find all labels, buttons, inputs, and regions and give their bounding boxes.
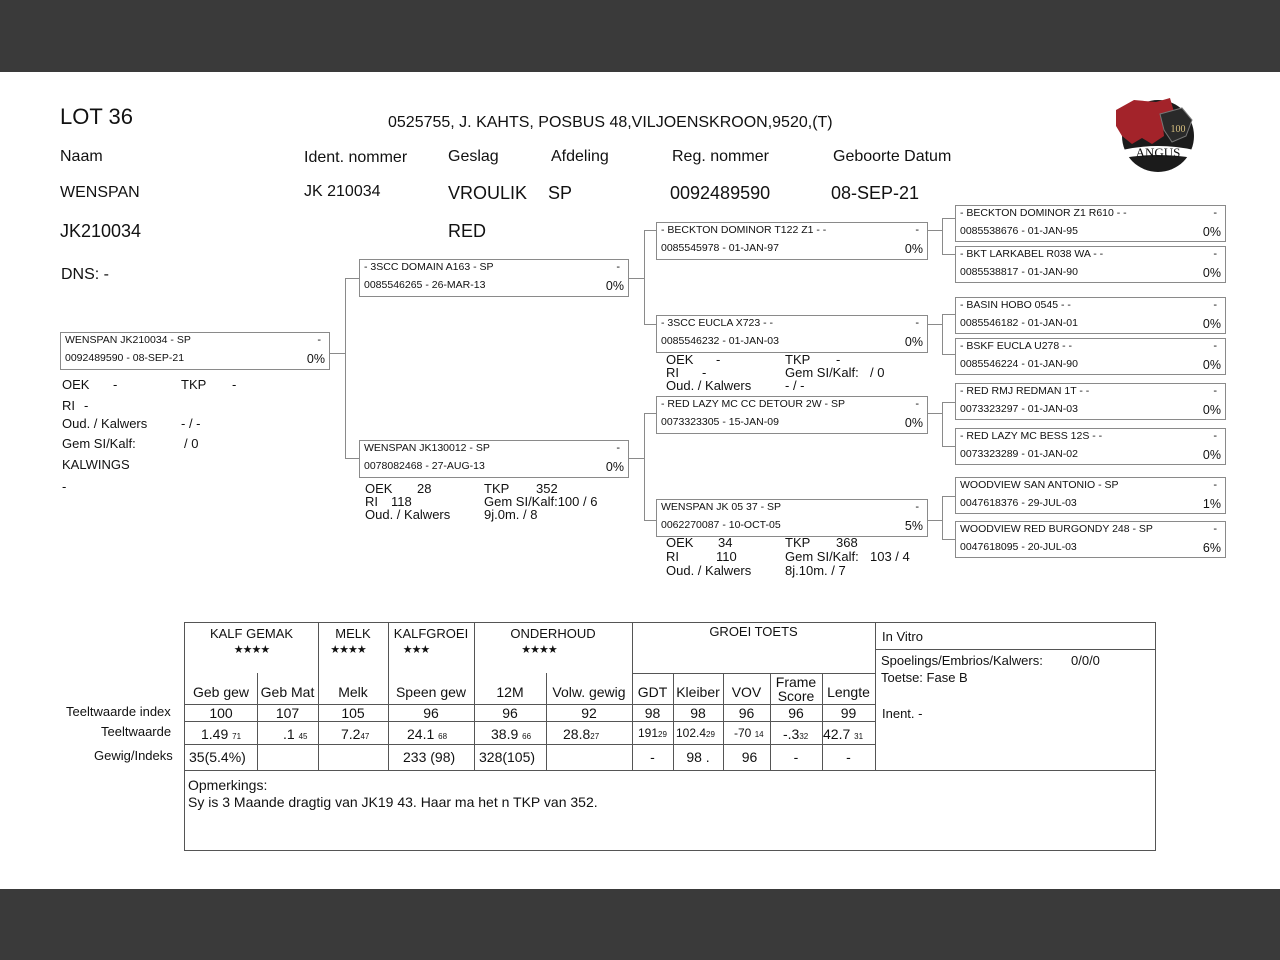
label-geboorte: Geboorte Datum [833, 148, 952, 165]
great-grandparent-box: - BSKF EUCLA U278 - - - 0085546224 - 01-JAN-90 0% [955, 338, 1226, 375]
label-ident: Ident. nommer [304, 149, 408, 166]
group-kalfgroei: KALFGROEI [393, 626, 469, 641]
spoelings-value: 0/0/0 [1071, 653, 1100, 668]
in-vitro-label: In Vitro [882, 629, 923, 644]
row-label-teeltwaarde: Teeltwaarde [101, 724, 172, 739]
label-naam: Naam [60, 148, 103, 165]
remarks-text: Sy is 3 Maande dragtig van JK19 43. Haar ma het n TKP van 352. [188, 794, 598, 810]
value-geslag: VROULIK [448, 183, 528, 203]
value-ident: JK 210034 [304, 183, 381, 200]
sire-box: - 3SCC DOMAIN A163 - SP - 0085546265 - 26-MAR-13 0% [359, 259, 629, 297]
value-reg: 0092489590 [670, 183, 771, 203]
label-afdeling: Afdeling [551, 148, 609, 165]
group-melk: MELK [335, 626, 371, 641]
angus-logo [1112, 96, 1196, 172]
group-onderhoud: ONDERHOUD [510, 626, 596, 641]
logo-badge: 100 [1170, 124, 1186, 135]
great-grandparent-box: - RED LAZY MC BESS 12S - - - 0073323289 - 01-JAN-02 0% [955, 428, 1226, 465]
stars-kalf: ★★★★ [233, 644, 270, 656]
breeder-address: 0525755, J. KAHTS, POSBUS 48,VILJOENSKROON,9520,(T) [388, 114, 833, 131]
great-grandparent-box: - RED RMJ REDMAN 1T - - - 0073323297 - 01-JAN-03 0% [955, 383, 1226, 420]
pedigree-page: LOT 36 0525755, J. KAHTS, POSBUS 48,VILJOENSKROON,9520,(T) Naam Ident. nommer Geslag Afdeling Reg. nommer Geboorte Datum WENSPAN JK 210034 VROULIK SP 0092489590 08-SEP-21 JK210034 RED DNS: - ANGUS 100 WENSPAN JK210034 - SP - 0092489590 - 08-SEP-21 0% OEK - TKP - RI - Oud. / Kalwers - / - Gem SI/Kalf: / 0 KALWINGS - - 3SCC DOMAIN A163 - SP - 0085546265 - 26-MAR-13 0% WENSPAN JK130012 - SP - 0078082468 - 27-AUG-13 0% OEK 28 TKP 352 RI 118 Gem SI/Kalf:100 / 6 Oud. / Kalwers 9j.0m. / 8 - BECKTON DOMINOR T122 Z1 - - - 0085545978 - 01-JAN-97 0% - 3SCC EUCLA X723 - - - 0085546232 - 01-JAN-03 0% OEK - TKP - RI - Gem SI/Kalf: / 0 Oud. / Kalwers - / - - RED LAZY MC CC DETOUR 2W - SP - 0073323305 - 15-JAN-09 0% WENSPAN JK 05 37 - SP - 0062270087 - 10-OCT-05 5% OEK 34 TKP 368 RI 110 Gem SI/Kalf: 103 / 4 Oud. / Kalwers 8j.10m. / 7 - BECKTON DOMINOR Z1 R610 - - - 0085538676 - 01-JAN-95 0% - BKT LARKABEL R038 WA - - - 0085538817 - 01-JAN-90 0% - BASIN HOBO 0545 - - - 0085546182 - 01-JAN-01 0% - BSKF EUCLA U278 - - - 0085546224 - 01-JAN-90 0% - RED RMJ REDMAN 1T - - - 0073323297 - 01-JAN-03 0% - RED LAZY MC BESS 12S - - - 0073323289 - 01-JAN-02 0% WOODVIEW SAN ANTONIO - SP - 0047618376 - 29-JUL-03 1% WOODVIEW RED BURGONDY 248 - SP - 0047618095 - 20-JUL-03 6% Teeltwaarde index Teeltwaarde Gewig/Indeks KALF GEMAK ★★★★ MELK ★★★★ KALFGROEI ★★★ ONDERHOUD ★★★★ GROEI TOETS Geb gew Geb Mat Melk Speen gew 12M Volw. gewig GDT Kleiber VOV Frame Score Lengte 100 107 105 96 96 92 98 98 96 96 99 1.49 71 .1 45 7.247 24.1 68 38.9 66 28.827 19129 102.429 -70 14 -.332 42.7 31 35(5.4%) 233 (98) 328(105) - 98 . 96 - - In Vitro Spoelings/Embrios/Kalwers: 0/0/0 Toetse: Fase B Inent. - Opmerkings: Sy is 3 Maande dragtig van JK19 43. Haar ma het n TKP van 352. [0, 72, 1280, 889]
great-grandparent-box: WOODVIEW SAN ANTONIO - SP - 0047618376 - 29-JUL-03 1% [955, 477, 1226, 514]
label-reg: Reg. nommer [672, 148, 769, 165]
stars-kalfgroei: ★★★ [402, 644, 430, 656]
animal-reg: 0092489590 - 08-SEP-21 [65, 352, 185, 364]
lot-number: LOT 36 [60, 104, 133, 129]
grandparent-box: - BECKTON DOMINOR T122 Z1 - - - 0085545978 - 01-JAN-97 0% [656, 222, 928, 260]
stars-melk: ★★★★ [330, 644, 366, 656]
animal-code: JK210034 [60, 221, 142, 241]
great-grandparent-box: - BKT LARKABEL R038 WA - - - 0085538817 - 01-JAN-90 0% [955, 246, 1226, 283]
grandparent-box: WENSPAN JK 05 37 - SP - 0062270087 - 10-OCT-05 5% [656, 499, 928, 537]
animal-pct: 0% [306, 352, 325, 366]
row-label-index: Teeltwaarde index [66, 704, 171, 719]
epd-table: KALF GEMAK ★★★★ MELK ★★★★ KALFGROEI ★★★ ONDERHOUD ★★★★ GROEI TOETS Geb gew Geb Mat Melk Speen gew 12M Volw. gewig GDT Kleiber VOV Frame Score Lengte 100 107 105 96 96 92 98 98 96 96 99 1.49 71 .1 45 7.247 24.1 68 38.9 66 28.827 19129 102.429 -70 14 -.332 42.7 31 35(5.4%) 233 (98) 328(105) - 98 . 96 - - In Vitro Spoelings/Embrios/Kalwers: 0/0/0 Toetse: Fase B Inent. - Opmerkings: Sy is 3 Maande dragtig van JK19 43. Haar ma het n TKP van 352. [184, 622, 1156, 851]
great-grandparent-box: - BASIN HOBO 0545 - - - 0085546182 - 01-JAN-01 0% [955, 297, 1226, 334]
group-kalf-gemak: KALF GEMAK [209, 626, 294, 641]
stars-onderhoud: ★★★★ [521, 644, 557, 656]
kalwings-label: KALWINGS [62, 457, 130, 472]
logo-text: ANGUS [1135, 145, 1181, 160]
animal-color: RED [448, 221, 487, 241]
value-naam: WENSPAN [60, 184, 140, 201]
great-grandparent-box: - BECKTON DOMINOR Z1 R610 - - - 0085538676 - 01-JAN-95 0% [955, 205, 1226, 242]
animal-name: WENSPAN JK210034 - SP [65, 334, 191, 346]
inent: Inent. - [882, 706, 923, 721]
dam-box: WENSPAN JK130012 - SP - 0078082468 - 27-AUG-13 0% [359, 440, 629, 478]
animal-box: WENSPAN JK210034 - SP - 0092489590 - 08-SEP-21 0% [60, 332, 330, 370]
toetse-fase: Toetse: Fase B [881, 670, 968, 685]
row-label-gewig: Gewig/Indeks [94, 748, 173, 763]
grandparent-box: - RED LAZY MC CC DETOUR 2W - SP - 0073323305 - 15-JAN-09 0% [656, 396, 928, 434]
value-geboorte: 08-SEP-21 [831, 183, 920, 203]
value-afdeling: SP [548, 183, 573, 203]
great-grandparent-box: WOODVIEW RED BURGONDY 248 - SP - 0047618095 - 20-JUL-03 6% [955, 521, 1226, 558]
spoelings-label: Spoelings/Embrios/Kalwers: [881, 653, 1043, 668]
label-geslag: Geslag [448, 148, 499, 165]
dns: DNS: - [61, 266, 109, 283]
grandparent-box: - 3SCC EUCLA X723 - - - 0085546232 - 01-JAN-03 0% [656, 315, 928, 353]
remarks-label: Opmerkings: [188, 777, 268, 793]
group-groei-toets: GROEI TOETS [709, 624, 798, 639]
